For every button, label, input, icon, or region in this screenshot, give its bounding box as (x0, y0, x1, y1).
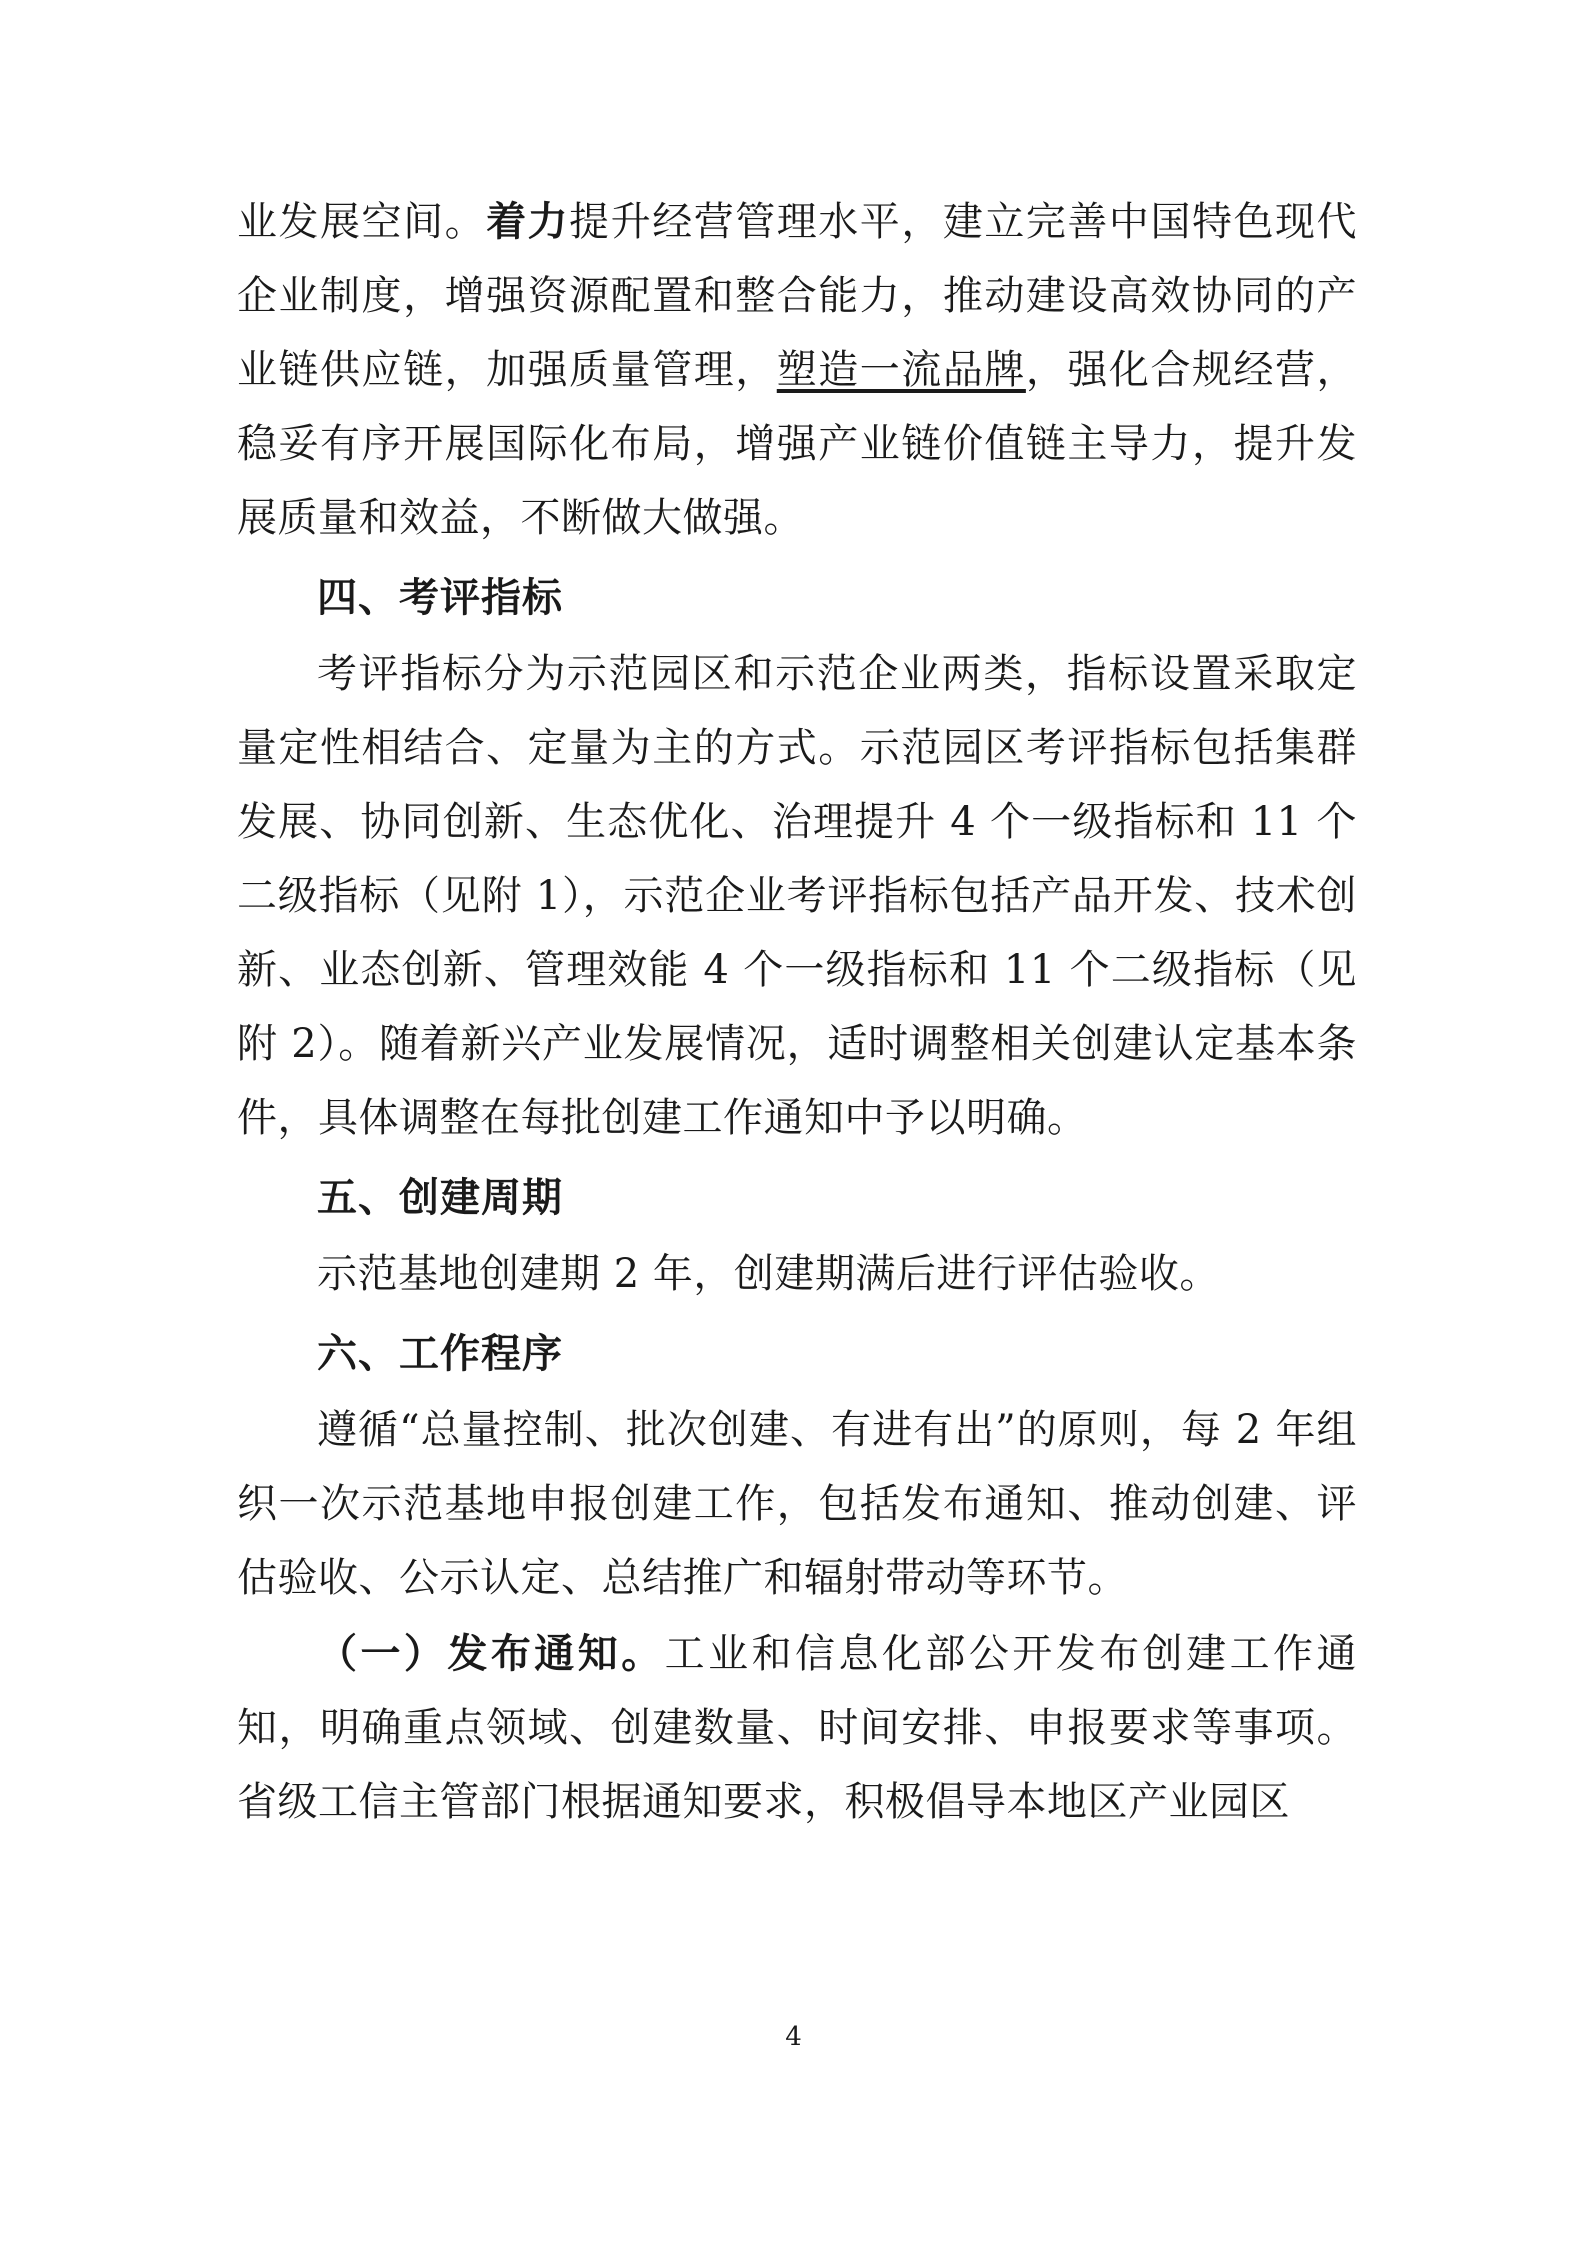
section-heading: 六、工作程序 (317, 1330, 563, 1377)
text-run: 工业和信息化部公开发布创建工作通知，明确重点领域、创建数量、时间安排、申报要求等事项。省级工信主管部门根据通知要求，积极倡导本地区产业园区 (237, 1631, 1358, 1825)
body-paragraph (237, 1393, 1357, 1615)
section-heading: 四、考评指标 (317, 574, 563, 621)
page-content (237, 185, 1357, 1841)
section-heading: 五、创建周期 (317, 1174, 563, 1221)
text-run: 提升经营管理水平，建立完善中国特色现代企业制度，增强资源配置和整合能力，推动建设高效协同的产业链供应链，加强质量管理， (237, 199, 1358, 393)
body-paragraph (237, 185, 1357, 555)
text-run: 遵循“总量控制、批次创建、有进有出”的原则，每 2 年组织一次示范基地申报创建工作，包括发布通知、推动创建、评估验收、公示认定、总结推广和辐射带动等环节。 (237, 1407, 1357, 1601)
text-run: 考评指标分为示范园区和示范企业两类，指标设置采取定量定性相结合、定量为主的方式。示范园区考评指标包括集群发展、协同创新、生态优化、治理提升 4 个一级指标和 11 个二级指标（见附 1），示范企业考评指标包括产品开发、技术创新、业态创新、管理效能 4 个一级指标和 11 个二级指标（见附 2）。随着新兴产业发展情况，适时调整相关创建认定基本条件，具体调整在每批创建工作通知中予以明确。 (237, 651, 1357, 1141)
emphasis-bold-text: （一）发布通知。 (317, 1630, 665, 1677)
body-paragraph (237, 1617, 1357, 1839)
body-paragraph (237, 1237, 1357, 1311)
text-run: ，强化合规经营，稳妥有序开展国际化布局，增强产业链价值链主导力，提升发展质量和效益，不断做大做强。 (237, 347, 1358, 541)
body-paragraph (237, 637, 1357, 1155)
emphasis-underline-text: 塑造一流品牌 (776, 347, 1026, 393)
text-run: 示范基地创建期 2 年，创建期满后进行评估验收。 (317, 1251, 1220, 1297)
page-number: 4 (785, 2022, 802, 2052)
text-run: 业发展空间。 (237, 199, 487, 245)
emphasis-bold-text: 着力 (486, 198, 570, 245)
